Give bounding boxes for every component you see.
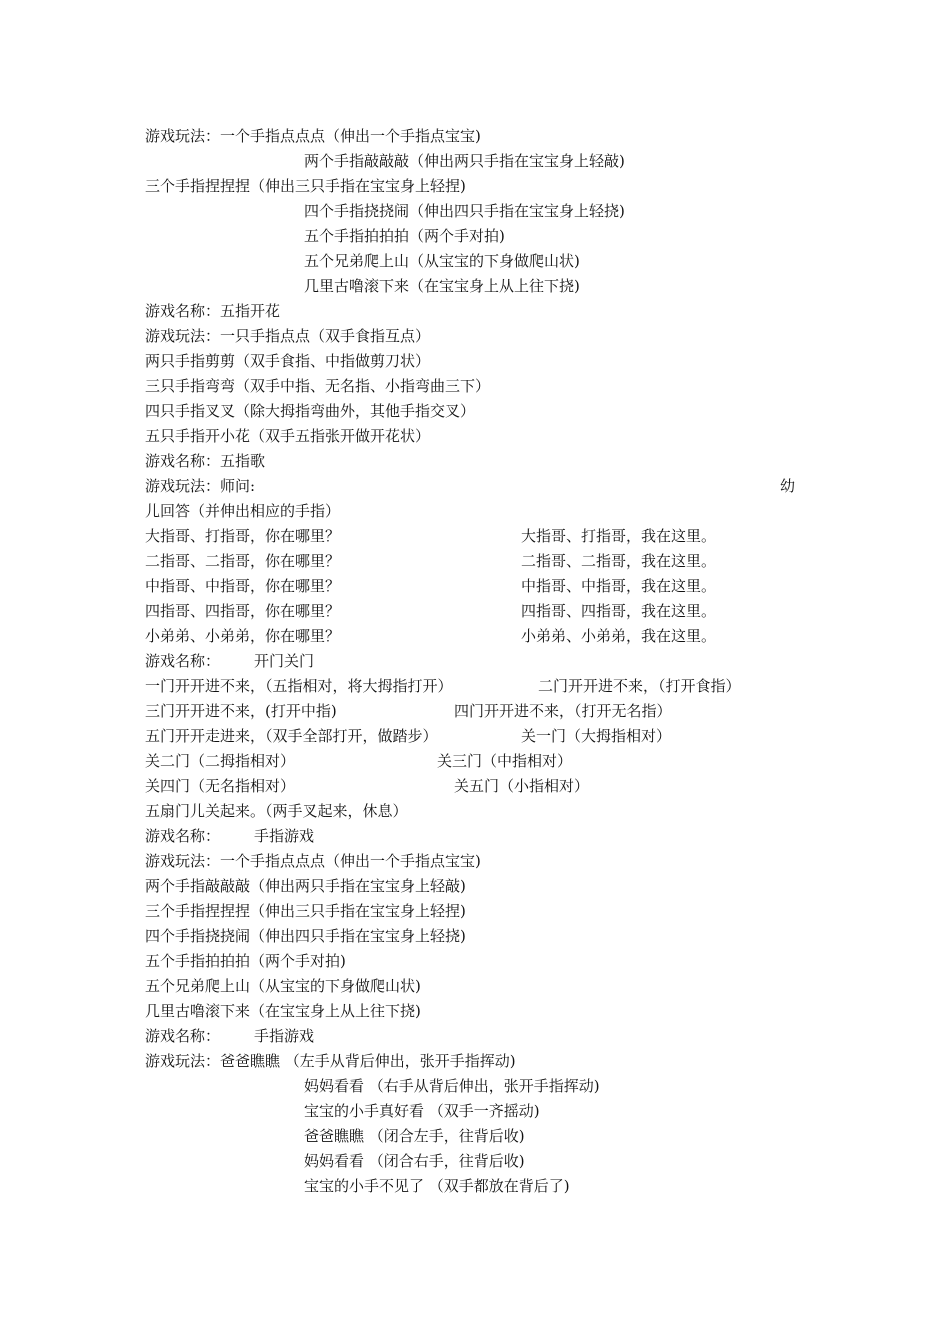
text-line: 五只手指开小花（双手五指张开做开花状） xyxy=(145,427,431,445)
text-line: 两个手指敲敲敲（伸出两只手指在宝宝身上轻敲) xyxy=(304,152,625,170)
text-line: 三个手指捏捏捏（伸出三只手指在宝宝身上轻捏) xyxy=(145,902,466,920)
text-line: 五门开开走进来，（双手全部打开，做踏步） xyxy=(145,727,438,745)
text-line: 游戏玩法：一个手指点点点（伸出一个手指点宝宝) xyxy=(145,127,481,145)
game-title-value: 手指游戏 xyxy=(254,827,315,845)
answer-line: 大指哥、打指哥，我在这里。 xyxy=(521,527,717,545)
text-line: 三门开开进不来，(打开中指) xyxy=(145,702,337,720)
text-line: 游戏玩法：一个手指点点点（伸出一个手指点宝宝) xyxy=(145,852,481,870)
game-title-label: 游戏名称： xyxy=(145,827,221,845)
question-line: 四指哥、四指哥，你在哪里？ xyxy=(145,602,341,620)
game-title: 游戏名称：五指开花 xyxy=(145,302,281,320)
text-line: 关四门（无名指相对） xyxy=(145,777,296,795)
text-line: 四只手指叉叉（除大拇指弯曲外，其他手指交叉） xyxy=(145,402,476,420)
text-line: 关一门（大拇指相对） xyxy=(521,727,672,745)
text-line: 五个兄弟爬上山（从宝宝的下身做爬山状) xyxy=(304,252,580,270)
text-line: 一门开开进不来，（五指相对，将大拇指打开） xyxy=(145,677,453,695)
text-line: 二门开开进不来，（打开食指） xyxy=(538,677,741,695)
text-line: 关二门（二拇指相对） xyxy=(145,752,296,770)
text-line: 游戏玩法：爸爸瞧瞧 （左手从背后伸出，张开手指挥动) xyxy=(145,1052,516,1070)
text-line: 几里古噜滚下来（在宝宝身上从上往下挠) xyxy=(145,1002,421,1020)
text-line: 游戏玩法：师问: xyxy=(145,477,256,495)
text-line: 宝宝的小手不见了 （双手都放在背后了) xyxy=(304,1177,570,1195)
text-line: 几里古噜滚下来（在宝宝身上从上往下挠) xyxy=(304,277,580,295)
answer-line: 二指哥、二指哥，我在这里。 xyxy=(521,552,717,570)
text-line: 五扇门儿关起来。（两手叉起来，休息） xyxy=(145,802,408,820)
question-line: 二指哥、二指哥，你在哪里？ xyxy=(145,552,341,570)
question-line: 中指哥、中指哥，你在哪里？ xyxy=(145,577,341,595)
text-line: 妈妈看看 （右手从背后伸出，张开手指挥动) xyxy=(304,1077,600,1095)
game-title-label: 游戏名称： xyxy=(145,652,221,670)
game-title-value: 开门关门 xyxy=(254,652,315,670)
text-line: 妈妈看看 （闭合右手，往背后收) xyxy=(304,1152,525,1170)
text-fragment: 幼 xyxy=(780,477,796,495)
text-line: 关三门（中指相对） xyxy=(437,752,573,770)
question-line: 小弟弟、小弟弟，你在哪里？ xyxy=(145,627,341,645)
text-line: 宝宝的小手真好看 （双手一齐摇动) xyxy=(304,1102,540,1120)
text-line: 两只手指剪剪（双手食指、中指做剪刀状） xyxy=(145,352,431,370)
text-line: 儿回答（并伸出相应的手指） xyxy=(145,502,341,520)
text-line: 四门开开进不来，（打开无名指） xyxy=(454,702,672,720)
text-line: 三只手指弯弯（双手中指、无名指、小指弯曲三下） xyxy=(145,377,491,395)
text-line: 四个手指挠挠闹（伸出四只手指在宝宝身上轻挠) xyxy=(145,927,466,945)
answer-line: 四指哥、四指哥，我在这里。 xyxy=(521,602,717,620)
text-line: 爸爸瞧瞧 （闭合左手，往背后收) xyxy=(304,1127,525,1145)
text-line: 两个手指敲敲敲（伸出两只手指在宝宝身上轻敲) xyxy=(145,877,466,895)
question-line: 大指哥、打指哥，你在哪里？ xyxy=(145,527,341,545)
text-line: 游戏玩法：一只手指点点（双手食指互点） xyxy=(145,327,431,345)
game-title-value: 手指游戏 xyxy=(254,1027,315,1045)
text-line: 五个兄弟爬上山（从宝宝的下身做爬山状) xyxy=(145,977,421,995)
text-line: 五个手指拍拍拍（两个手对拍) xyxy=(145,952,346,970)
game-title: 游戏名称：五指歌 xyxy=(145,452,266,470)
answer-line: 小弟弟、小弟弟，我在这里。 xyxy=(521,627,717,645)
text-line: 五个手指拍拍拍（两个手对拍) xyxy=(304,227,505,245)
game-title-label: 游戏名称： xyxy=(145,1027,221,1045)
text-line: 关五门（小指相对） xyxy=(454,777,590,795)
text-line: 四个手指挠挠闹（伸出四只手指在宝宝身上轻挠) xyxy=(304,202,625,220)
answer-line: 中指哥、中指哥，我在这里。 xyxy=(521,577,717,595)
text-line: 三个手指捏捏捏（伸出三只手指在宝宝身上轻捏) xyxy=(145,177,466,195)
